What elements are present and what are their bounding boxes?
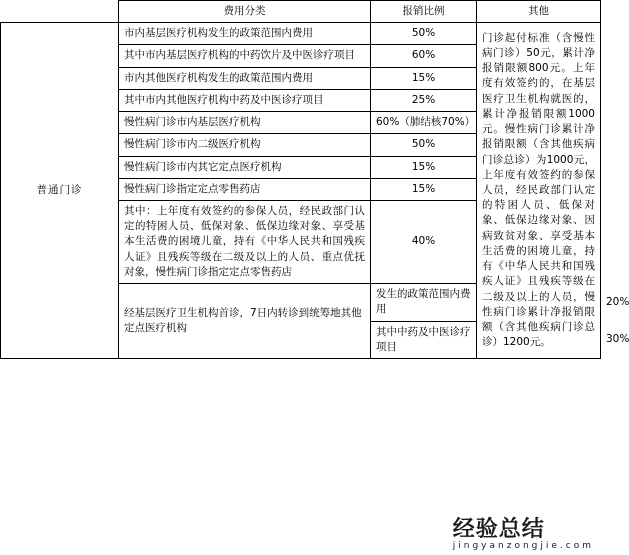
split-row-label: 经基层医疗卫生机构首诊，7日内转诊到统筹地其他定点医疗机构 bbox=[119, 284, 371, 359]
table-row-split-first: 经基层医疗卫生机构首诊，7日内转诊到统筹地其他定点医疗机构 发生的政策范围内费用 20% bbox=[1, 284, 601, 321]
header-type: 费用分类 bbox=[119, 1, 371, 23]
split-row-type: 发生的政策范围内费用 bbox=[371, 284, 477, 321]
row-rate: 15% bbox=[371, 178, 477, 200]
header-rate: 报销比例 bbox=[371, 1, 477, 23]
row-type: 慢性病门诊市内其它定点医疗机构 bbox=[119, 156, 371, 178]
row-type: 其中市内基层医疗机构的中药饮片及中医诊疗项目 bbox=[119, 45, 371, 67]
header-other: 其他 bbox=[477, 1, 601, 23]
row-rate: 60%（肺结核70%） bbox=[371, 112, 477, 134]
row-rate: 50% bbox=[371, 23, 477, 45]
other-note: 门诊起付标准（含慢性病门诊）50元，累计净报销限额800元。上年度有效签约的，在基层医疗卫生机构就医的，累计净报销限额1000元。慢性病门诊累计净报销限额（含其他疾病门诊总诊）为1000元，上年度有效签约的参保人员，经民政部门认定的特困人员、低保对象、低保边缘对象、因病致贫对象、享受基本生活费的困境儿童，持有《中华人民共和国残疾人证》且残疾等级在二级及以上的人员，慢性病门诊累计净报销限额（含其他疾病门诊总诊）1200元。 bbox=[477, 23, 601, 359]
row-type: 市内基层医疗机构发生的政策范围内费用 bbox=[119, 23, 371, 45]
table-row bbox=[1, 23, 601, 45]
row-type: 其中市内其他医疗机构中药及中医诊疗项目 bbox=[119, 89, 371, 111]
header-category bbox=[1, 1, 119, 23]
split-row-type: 其中中药及中医诊疗项目 bbox=[371, 321, 477, 358]
row-type: 其中：上年度有效签约的参保人员，经民政部门认定的特困人员、低保对象、低保边缘对象、享受基本生活费的困境儿童，持有《中华人民共和国残疾人证》且残疾等级在二级及以上的人员、重点优抚对象，慢性病门诊指定定点零售药店 bbox=[119, 200, 371, 283]
table-row-split-second: 其中中药及中医诊疗项目 30% bbox=[1, 321, 601, 358]
row-type: 慢性病门诊市内基层医疗机构 bbox=[119, 112, 371, 134]
row-rate: 60% bbox=[371, 45, 477, 67]
row-type: 慢性病门诊市内二级医疗机构 bbox=[119, 134, 371, 156]
row-rate: 40% bbox=[371, 200, 477, 283]
row-rate: 15% bbox=[371, 67, 477, 89]
table-header-row bbox=[1, 1, 601, 23]
category-cell: 普通门诊 bbox=[1, 23, 119, 359]
row-type: 市内其他医疗机构发生的政策范围内费用 bbox=[119, 67, 371, 89]
row-rate: 25% bbox=[371, 89, 477, 111]
watermark-pinyin: jingyanzongjie.com bbox=[452, 541, 594, 551]
row-rate: 50% bbox=[371, 134, 477, 156]
row-type: 慢性病门诊指定定点零售药店 bbox=[119, 178, 371, 200]
watermark-title: 经验总结 bbox=[452, 517, 545, 542]
row-rate: 15% bbox=[371, 156, 477, 178]
watermark bbox=[453, 512, 594, 551]
